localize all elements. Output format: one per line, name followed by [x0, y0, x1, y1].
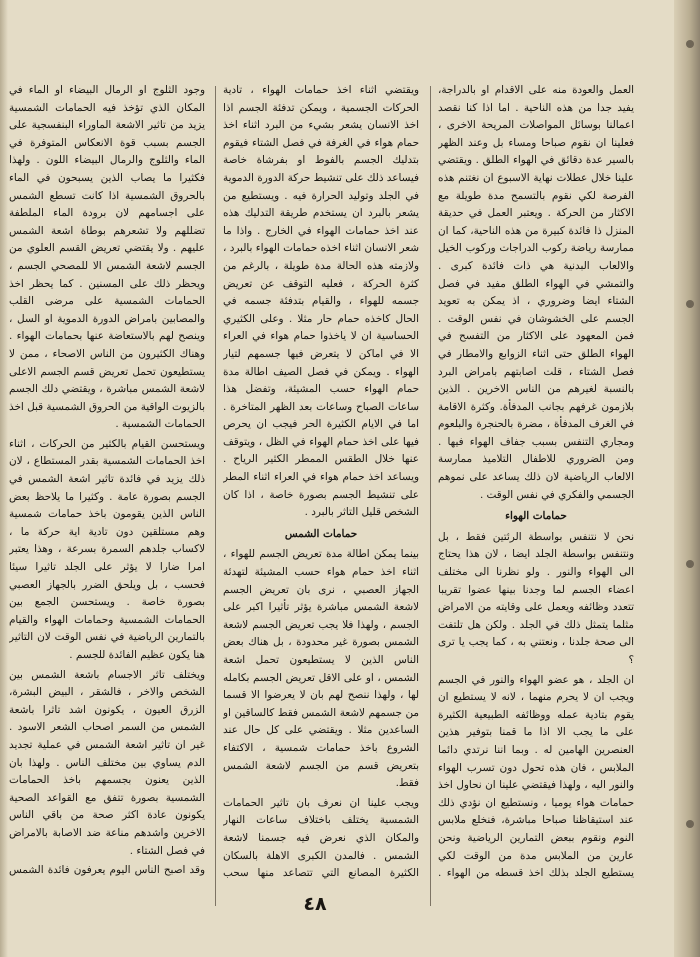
column-divider	[215, 86, 216, 906]
section-heading: حمامات الهواء	[505, 510, 567, 523]
paragraph: العمل والعودة منه على الاقدام او بالدراجة، يفيد جدا من هذه الناحية . اما اذا كنا نقصد اعمالنا بوسائل المواصلات المريحة الاخرى ، فعلينا ان نقوم صباحا ومساء بل وعند الظهر بالسير عدة دقائق في الهواء الطلق . ويقتضي علينا خلال عطلات نهاية الاسبوع ان نغتنم هذه الفرصة لكي نقوم بالتسمح مدة طويلة مع الاكثار من الحركة . ويعتبر العمل في حديقة المنزل ذا فائدة كبيرة من هذه الناحية، كما ان ممارسة رياضة ركوب الدراجات وركوب الخيل والالعاب البدنية هي ذات فائدة كبرى . والتمشي في الهواء الطلق مفيد في فصل الشتاء ايضا وضروري ، اذ يمكن به تعويد الجسم على الخشوشان في نفس الوقت . فمن المعهود على الاكثار من التفسح في الهواء الطلق حتى اثناء الزوابع والامطار في فصل الشتاء ، قلت اصابتهم بامراض البرد بالنسبة لغيرهم من الناس الاخرين . الذين بلازمون غرفهم بجانب المدفأة. وكثرة الاقامة في الغرف المدفأة ، مضرة بالحنجرة والبلعوم ومجاري التنفس بسبب جفاف الهواء فيها . ومن الضروري للاطفال التلاميذ ممارسة الالعاب الرياضية لان ذلك يساعد على نموهم الجسمي والفكري في نفس الوقت .	[438, 84, 634, 501]
paragraph: وقد اصبح الناس اليوم يعرفون فائدة الشمس	[9, 864, 205, 877]
binding-hole	[686, 820, 694, 828]
paragraph: نحن لا نتنفس بواسطة الرئتين فقط ، بل ونتنفس بواسطة الجلد ايضا ، لان هذا يحتاج الى الهواء والنور . ولو نظرنا الى مختلف اعضاء الجسم لما وجدنا بينها عضوا تقريبا تتعدد وظائفه ويعمل على وقايته من الامراض مثلما يتمثل ذلك في الجلد . ولكن هل تلتفت الى صحة جلدنا ، ونعتني به ، كما يجب يا ترى ؟	[438, 530, 634, 666]
binding-spine	[674, 0, 700, 957]
text-column-right	[438, 82, 634, 882]
page-left-edge	[0, 0, 8, 957]
paragraph: وجود الثلوج او الرمال البيضاء او الماء في المكان الذي تؤخذ فيه الحمامات الشمسية يزيد من تاثير الاشعة الماوراء البنفسجية على الجسم بسبب قوة الانعكاس المتوفرة في الماء والثلوج والرمال البيضاء اللون . ولهذا فكثيرا ما يصاب الذين يسبحون في الماء بالحروق الشمسية اذا كانت تسطع الشمس على اجسامهم لان برودة الماء الملطفة تضللهم ولا تشعرهم بوطاة اشعة الشمس عليهم . ولا يقتضي تعريض القسم العلوي من الجسم لاشعة الشمس الا للمصحي الجسم ، ويحظر ذلك على المسنين . كما يحظر اخذ الحمامات الشمسية على مرضى القلب والمصابين بامراض الدورة الدموية او السل ، وينصح لهم بالاستعاضة عنها بحمامات الهواء . وهناك الكثيرون من الناس الاصحاء ، ممن لا يستطيعون تحمل تعريض قسم الجسم الاعلى لاشعة الشمس مباشرة ، ويقتضي دلك الجسم بالزيوت الواقية من الحروق الشمسية قبل اخذ الحمامات الشمسية .	[9, 84, 205, 431]
paragraph: بينما يمكن اطالة مدة تعريض الجسم للهواء ، اثناء اخذ حمام هواء حسب المشيئة لتهدئة الجهاز العصبي ، نرى بان تعريض الجسم لاشعة الشمس مباشرة يؤثر تأثيرا اكبر على الجسم ، ولهذا فلا يجب تعريض الجسم لاشعة الشمس بصورة غير محدودة ، بل هناك بعض الناس الذين لا يستطيعون تحمل اشعة الشمس ، او على الاقل تعريض الجسم بكامله لها ، ولهذا ننصح لهم بان لا يعرضوا الا قسما من جسمهم لاشعة الشمس فقط كالساقين او الساعدين مثلا . ويقتضي على كل حال عند الشروع باخذ حمامات شمسية ، الاكتفاء بتعريض قسم من الجسم لاشعة الشمس فقط.	[223, 548, 419, 790]
paragraph: ويجب علينا ان نعرف بان تاثير الحمامات الشمسية يختلف باختلاف ساعات النهار والمكان الذي نعرض فيه جسمنا لاشعة الشمس . فالمدن الكبرى الاهلة بالسكان الكثيرة المصانع التي تتصاعد منها سحب	[223, 796, 419, 880]
column-divider	[430, 86, 431, 906]
binding-hole	[686, 560, 694, 568]
binding-hole	[686, 300, 694, 308]
paragraph: ان الجلد ، هو عضو الهواء والنور في الجسم ويجب ان لا يحرم منهما ، لانه لا يستطيع ان يقوم بتادية عمله ووظائفه الطبيعية الكثيرة على ما يجب الا اذا ما قمنا بتوفير هذين العنصرين الهامين له . وبما اننا نرتدي دائما الملابس ، فان هذه تحول دون تسرب الهواء والنور اليه ، ولهذا فيقتضي علينا ان نحاول اخذ حمامات هواء يوميا ، ونستطيع ان نؤدي ذلك عند استيقاظنا صباحا مباشرة، فنخلع ملابس النوم ونقوم ببعض التمارين الرياضية ونحن عارين من الملابس مدة من الوقت لكي يستطيع الجلد بذلك اخذ قسطه من الهواء .	[438, 673, 634, 880]
section-heading: حمامات الشمس	[284, 527, 358, 540]
paragraph: ويستحسن القيام بالكثير من الحركات ، اثناء اخذ الحمامات الشمسية بقدر المستطاع ، لان ذلك يزيد في فائدة تاثير اشعة الشمس في الجسم بصورة عامة . وكثيرا ما يلاحظ بعض الناس الذين يقومون باخذ حمامات شمسية وهم مستلقين دون تادية اية حركة ما ، لاكساب جلدهم السمرة بسرعة ، وهذا يعتبر امرا ضارا لا يؤثر على الجلد تاثيرا سيئا فحسب ، بل ويلحق الضرر بالجهاز العصبي بصورة خاصة . ويستحسن الجمع بين الحمامات الشمسية وحمامات الهواء والقيام بالتمارين الرياضية في نفس الوقت لان التاثير هنا يكون عظيم الفائدة للجسم .	[9, 437, 205, 661]
binding-hole	[686, 40, 694, 48]
text-column-middle	[223, 82, 419, 882]
paragraph: ويقتضي اثناء اخذ حمامات الهواء ، تادية الحركات الجسمية ، ويمكن تدفئة الجسم اذا اخذ الانسان يشعر بشيء من البرد اثناء اخذ حمام هواء في الغرفة في فصل الشتاء فيقوم بتدليك الجسم بالفوط او بفرشاة خاصة فيساعد ذلك على تنشيط حركة الدورة الدموية في الجلد وتوليد الحرارة فيه . ويستطيع من يشعر بالبرد ان يستخدم طريقة التدليك هذه عند اخذ حمامات الهواء في الخارج . واذا ما شعر الانسان اثناء اخذه حمامات الهواء بالبرد ، ولازمته هذه الحالة مدة طويلة ، بالرغم من كثرة الحركة ، فعليه التوقف عن تعريض جسمه للهواء ، والقيام بتدفئة جسمه في الحال كاخذه حمام حار مثلا . وعلى الكثيري الحساسية ان لا ياخذوا حمام هواء في العراء الا في اماكن لا يتعرض فيها جسمهم لتيار الهواء . ويمكن في فصل الصيف اطالة مدة حمام الهواء حسب المشيئة، وتفضل هذا ساعات الصباح وساعات بعد الظهر المتاخرة . اما في الايام الكثيرة الحر فيجب ان يحرص فيها على اخذ حمام الهواء في الظل ، ويتوقف عنها خلال الطقس الممطر الكثير الرياح . ويساعد اخذ حمام هواء في العراء اثناء المطر على تنشيط الجسم بصورة خاصة ، اذا كان الشخص قليل التاثر بالبرد .	[223, 84, 419, 519]
text-column-left	[9, 82, 205, 882]
paragraph: ويختلف تاثر الاجسام باشعة الشمس بين الشخص والاخر ، فالشقر ، البيض البشرة، الزرق العيون ، يكونون اشد تاثرا باشعة الشمس من السمر اصحاب الشعر الاسود . غير ان تاثير اشعة الشمس في عملية تجديد الدم يساوي بين مختلف الناس . ولهذا بان الذين يعنون بجسمهم باخذ الحمامات الشمسية بصورة تتفق مع القواعد الصحية يكونون عادة اكثر صحة من باقي الناس الاخرين واشدهم مناعة ضد الاصابة بالامراض في فصل الشتاء .	[9, 668, 205, 857]
page-number: ٤٨	[303, 893, 327, 915]
